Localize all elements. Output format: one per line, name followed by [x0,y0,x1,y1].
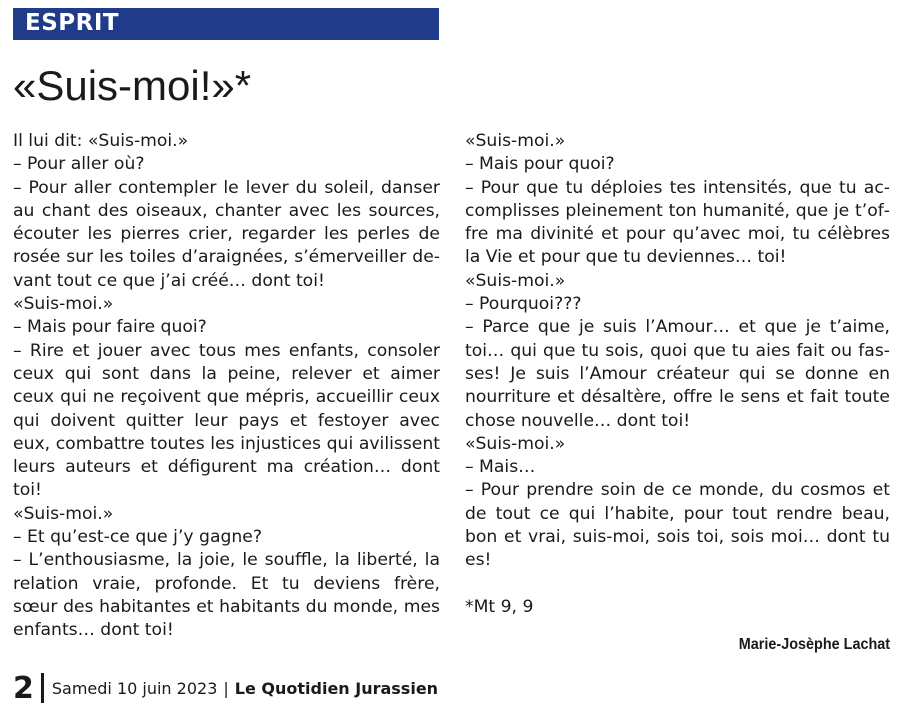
page-footer [13,670,438,706]
article-paragraph: «Suis-moi.» [13,503,114,524]
article-paragraph: «Suis-moi.» [465,131,566,151]
article-paragraph: – Pour que tu déploies tes intensités, que tu accomplisses pleinement ton humanité, que je t’offre ma divinité et pour qu’avec moi, tu célèbres la Vie et pour que tu deviennes… toi! [465,177,890,268]
article-paragraph: – Mais pour quoi? [465,154,615,175]
article-paragraph: Il lui dit: «Suis-moi.» [13,131,189,151]
section-rubric [13,8,439,40]
footnote: *Mt 9, 9 [465,596,534,617]
article-column-left [13,130,440,643]
footer-separator: | [223,678,229,698]
article-paragraph: – Parce que je suis l’Amour… et que je t’aime, toi… qui que tu sois, quoi que tu aies fait ou fasses! Je suis l’Amour créateur qui se donne en nourriture et désaltère, offre le sens et fait toute chose nouvelle… dont toi! [465,317,890,431]
issue-date: Samedi 10 juin 2023 [51,678,218,698]
article-paragraph: «Suis-moi.» [13,294,114,315]
article-paragraph: – L’enthousiasme, la joie, le souffle, la liberté, la relation vraie, profonde. Et tu deviens frère, sœur des habitantes et habitants du monde, mes enfants… dont toi! [13,550,440,641]
article-paragraph: – Pour aller contempler le lever du soleil, danser au chant des oiseaux, chanter avec les sources, écouter les pierres crier, regarder les perles de rosée sur les toiles d’araignées, s’émerveiller devant tout ce que j’ai créé… dont toi! [13,177,440,291]
rubric-label: ESPRIT [25,10,120,36]
article-paragraph: – Mais pour faire quoi? [13,317,207,338]
page-number: 2 [13,670,34,706]
article-paragraph: – Et qu’est-ce que j’y gagne? [13,527,263,548]
article-paragraph: «Suis-moi.» [465,433,566,454]
author-signature: Marie-Josèphe Lachat [738,636,890,653]
article-paragraph: – Rire et jouer avec tous mes enfants, consoler ceux qui sont dans la peine, relever et aimer ceux qui ne reçoivent que mépris, accueillir ceux qui doivent quitter leur pays et festoyer avec eux, combattre toutes les injustices qui avilissent leurs auteurs et défigurent ma création… dont toi! [13,340,440,501]
article-column-right [465,130,890,619]
article-paragraph: – Pourquoi??? [465,294,582,315]
article-paragraph: – Mais… [465,457,536,478]
article-paragraph: «Suis-moi.» [465,270,566,291]
newspaper-name: Le Quotidien Jurassien [234,678,439,698]
article-paragraph: – Pour aller où? [13,154,145,175]
footer-divider [41,673,44,703]
article-paragraph: – Pour prendre soin de ce monde, du cosmos et de tout ce qui l’habite, pour tout rendre beau, bon et vrai, suis-moi, sois toi, sois moi… dont tu es! [465,480,890,571]
article-title: «Suis-moi!»* [13,62,252,109]
